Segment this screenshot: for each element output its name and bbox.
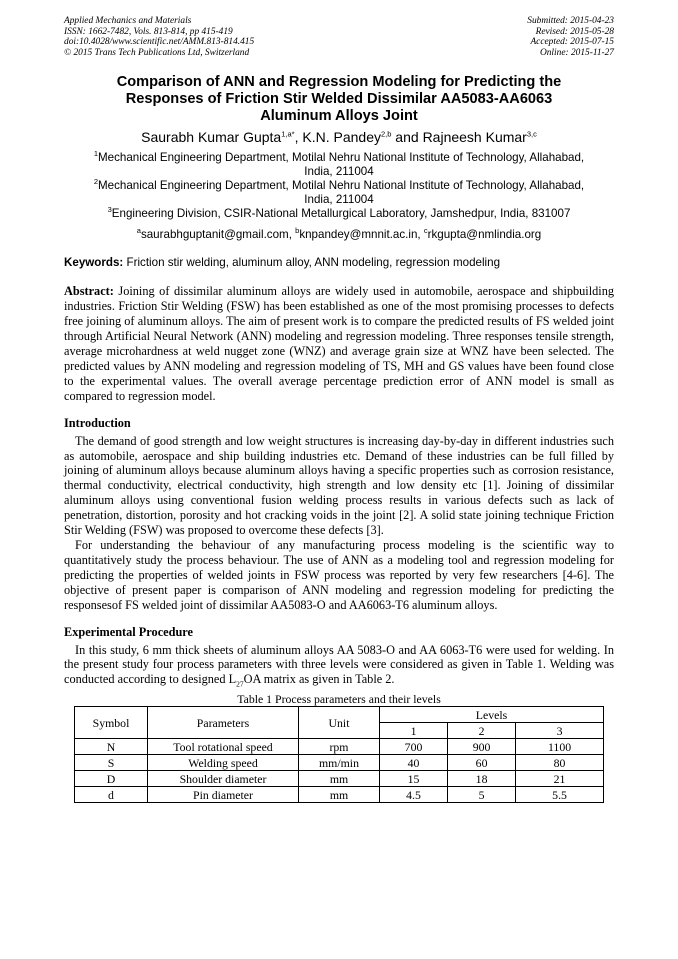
affiliation-sup: 1 bbox=[93, 149, 98, 159]
cell-symbol: S bbox=[75, 755, 148, 771]
paragraph: For understanding the behaviour of any manufacturing process modeling is the scientific way to quantitatively study the process behaviour. The use of ANN as a modeling tool and regression modeling for predicting the properties of welded joints in FSW process was reported by very few researchers [4-6]. The objective of present paper is comparison of ANN modeling and regression modeling for predicting the responsesof FS welded joint of dissimilar AA5083-O and AA6063-T6 aluminum alloys. bbox=[64, 537, 614, 612]
cell-symbol: N bbox=[75, 739, 148, 755]
keywords bbox=[64, 256, 614, 270]
cell-level: 21 bbox=[516, 771, 604, 787]
journal-name: Applied Mechanics and Materials bbox=[64, 16, 192, 26]
affiliation bbox=[64, 151, 614, 165]
abstract-label: Abstract: bbox=[64, 284, 114, 299]
cell-symbol: D bbox=[75, 771, 148, 787]
affiliation-sup: 3 bbox=[107, 205, 112, 215]
author-list bbox=[64, 129, 614, 146]
cell-level: 5.5 bbox=[516, 787, 604, 803]
email-link[interactable]: knpandey@mnnit.ac.in, bbox=[299, 228, 424, 242]
author-name: K.N. Pandey bbox=[302, 129, 381, 146]
table-row bbox=[75, 755, 604, 771]
table-row bbox=[75, 787, 604, 803]
author-sup: 1,a* bbox=[281, 129, 295, 139]
author-name: Saurabh Kumar Gupta bbox=[141, 129, 282, 146]
header-level: 3 bbox=[516, 723, 604, 739]
email-sup: c bbox=[423, 226, 428, 236]
paragraph-text: OA matrix as given in Table 2. bbox=[243, 672, 395, 687]
journal-info bbox=[64, 16, 254, 58]
cell-level: 80 bbox=[516, 755, 604, 771]
affiliation-cont: India, 211004 bbox=[304, 165, 374, 179]
cell-level: 1100 bbox=[516, 739, 604, 755]
cell-level: 700 bbox=[380, 739, 448, 755]
cell-unit: mm bbox=[299, 771, 380, 787]
submission-dates bbox=[527, 16, 614, 58]
journal-metadata bbox=[64, 16, 614, 58]
header-unit: Unit bbox=[299, 707, 380, 739]
affiliation bbox=[64, 207, 614, 221]
keywords-label: Keywords: bbox=[64, 256, 124, 270]
header-level: 1 bbox=[380, 723, 448, 739]
title-line: Comparison of ANN and Regression Modeling for Predicting the bbox=[116, 74, 562, 91]
author-separator: , bbox=[294, 129, 303, 146]
title-line: Aluminum Alloys Joint bbox=[260, 108, 418, 125]
author-name: Rajneesh Kumar bbox=[422, 129, 527, 146]
author-emails bbox=[64, 228, 614, 242]
cell-level: 900 bbox=[448, 739, 516, 755]
table-caption: Table 1 Process parameters and their levels bbox=[237, 692, 441, 707]
paragraph: The demand of good strength and low weight structures is increasing day-by-day in different industries such as automobile, aerospace and ship building industries etc. Demand of these industries can be full filled by joining of aluminum alloys because aluminum alloys having a specific properties such as corrosion resistance, thermal conductivity, electrical conductivity, high strength and low density etc [1]. Joining of dissimilar aluminum alloys using conventional fusion welding process results in various defects such as lack of penetration, distortion, porosity and hot cracking voids in the joint [2]. A solid state joining technique Friction Stir Welding (FSW) was proposed to overcome these defects [3]. bbox=[64, 433, 614, 538]
date-online: Online: 2015-11-27 bbox=[539, 47, 614, 58]
affiliation-cont: India, 211004 bbox=[304, 193, 374, 207]
author-sup: 3,c bbox=[526, 129, 537, 139]
email-sup: b bbox=[295, 226, 300, 236]
header-levels: Levels bbox=[380, 707, 604, 723]
email-link[interactable]: saurabhguptanit@gmail.com, bbox=[140, 228, 296, 242]
cell-level: 15 bbox=[380, 771, 448, 787]
affiliation-text: Engineering Division, CSIR-National Metallurgical Laboratory, Jamshedpur, India, 831007 bbox=[111, 207, 571, 221]
journal-doi: doi:10.4028/www.scientific.net/AMM.813-814.415 bbox=[64, 37, 255, 48]
abstract bbox=[64, 284, 614, 403]
journal-issn: ISSN: 1662-7482, Vols. 813-814, pp 415-419 bbox=[64, 26, 233, 37]
affiliation-sup: 2 bbox=[93, 177, 98, 187]
cell-level: 5 bbox=[448, 787, 516, 803]
cell-level: 40 bbox=[380, 755, 448, 771]
cell-symbol: d bbox=[75, 787, 148, 803]
paper-page bbox=[64, 16, 614, 803]
cell-parameter: Pin diameter bbox=[148, 787, 299, 803]
author-sup: 2,b bbox=[380, 129, 392, 139]
cell-parameter: Shoulder diameter bbox=[148, 771, 299, 787]
header-parameters: Parameters bbox=[148, 707, 299, 739]
table-row bbox=[75, 771, 604, 787]
affiliation-text: Mechanical Engineering Department, Motilal Nehru National Institute of Technology, Allahabad, bbox=[98, 151, 585, 165]
title-line: Responses of Friction Stir Welded Dissimilar AA5083-AA6063 bbox=[125, 91, 553, 108]
header-level: 2 bbox=[448, 723, 516, 739]
affiliations bbox=[64, 151, 614, 242]
author-separator: and bbox=[391, 129, 423, 146]
keywords-text: Friction stir welding, aluminum alloy, ANN modeling, regression modeling bbox=[123, 256, 501, 270]
journal-copyright: © 2015 Trans Tech Publications Ltd, Switzerland bbox=[64, 47, 250, 58]
affiliation bbox=[64, 179, 614, 193]
paragraph bbox=[64, 643, 614, 688]
paper-title bbox=[64, 74, 614, 125]
affiliation-text: Mechanical Engineering Department, Motilal Nehru National Institute of Technology, Allahabad, bbox=[98, 179, 585, 193]
date-submitted: Submitted: 2015-04-23 bbox=[527, 16, 614, 26]
section-heading-experimental: Experimental Procedure bbox=[64, 624, 193, 639]
paragraph-text: In this study, 6 mm thick sheets of aluminum alloys AA 5083-O and AA 6063-T6 were used for welding. In the present study four process parameters with three levels were considered as given in Table 1. Welding was conducted according to designed L bbox=[64, 642, 614, 687]
table-header-row bbox=[75, 707, 604, 723]
cell-unit: rpm bbox=[299, 739, 380, 755]
cell-level: 4.5 bbox=[380, 787, 448, 803]
cell-unit: mm bbox=[299, 787, 380, 803]
date-accepted: Accepted: 2015-07-15 bbox=[530, 37, 614, 48]
abstract-text: Joining of dissimilar aluminum alloys are widely used in automobile, aerospace and shipbuilding industries. Friction Stir Welding (FSW) has been established as one of the most promising processes to defects free joining of aluminum alloys. The aim of present work is to compare the predicted results of FS welded joint through Artificial Neural Network (ANN) modeling and regression modeling. Three responses tensile strength, average microhardness at weld nugget zone (WNZ) and average grain size at WNZ have been selected. The predicted values by ANN modeling and regression modeling of TS, MH and GS values have been found close to the experimental values. The overall average percentage prediction error of ANN model is small as compared to regression model. bbox=[64, 284, 614, 403]
cell-parameter: Welding speed bbox=[148, 755, 299, 771]
cell-unit: mm/min bbox=[299, 755, 380, 771]
email-sup: a bbox=[136, 226, 141, 236]
process-parameters-table bbox=[74, 706, 604, 803]
email-link[interactable]: rkgupta@nmlindia.org bbox=[427, 228, 542, 242]
date-revised: Revised: 2015-05-28 bbox=[535, 26, 614, 37]
cell-level: 18 bbox=[448, 771, 516, 787]
subscript: 27 bbox=[236, 679, 244, 689]
cell-level: 60 bbox=[448, 755, 516, 771]
cell-parameter: Tool rotational speed bbox=[148, 739, 299, 755]
header-symbol: Symbol bbox=[75, 707, 148, 739]
section-heading-introduction: Introduction bbox=[64, 415, 131, 430]
table-row bbox=[75, 739, 604, 755]
